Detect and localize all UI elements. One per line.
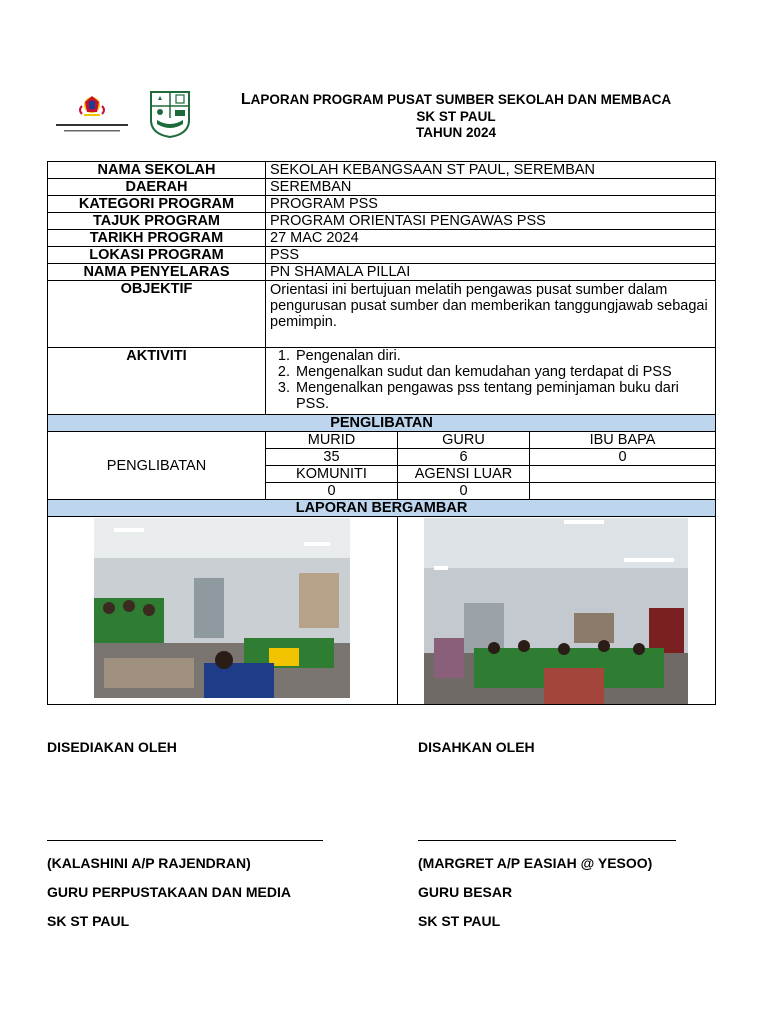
table-row — [48, 162, 716, 179]
row-label: KATEGORI PROGRAM — [48, 196, 266, 213]
table-row — [48, 432, 716, 449]
photo-row — [48, 517, 716, 705]
objektif-label: OBJEKTIF — [48, 281, 266, 348]
table-row — [48, 196, 716, 213]
right-signature-heading: DISAHKAN OLEH — [418, 739, 535, 755]
objektif-text: Orientasi ini bertujuan melatih pengawas pusat sumber dalam pengurusan pusat sumber dan memberikan tanggungjawab sebagai pemimpin. — [266, 281, 716, 348]
header-guru: GURU — [398, 432, 530, 449]
row-label: TARIKH PROGRAM — [48, 230, 266, 247]
header-agensi-luar: AGENSI LUAR — [398, 466, 530, 483]
aktiviti-list-cell — [266, 348, 716, 415]
value-empty — [530, 483, 716, 500]
right-signature-line — [418, 840, 676, 841]
table-row — [48, 213, 716, 230]
table-row — [48, 179, 716, 196]
list-item: 3. Mengenalkan pengawas pss tentang peminjaman buku dari PSS. — [294, 380, 711, 412]
left-signatory-school: SK ST PAUL — [47, 913, 130, 929]
aktiviti-list — [270, 348, 711, 412]
report-year: TAHUN 2024 — [415, 125, 497, 140]
objektif-row — [48, 281, 716, 348]
row-label: LOKASI PROGRAM — [48, 247, 266, 264]
table-row — [48, 230, 716, 247]
value-ibu-bapa: 0 — [530, 449, 716, 466]
left-signatory-name: (KALASHINI A/P RAJENDRAN) — [47, 855, 251, 871]
row-value: PSS — [266, 247, 716, 264]
laporan-title: LAPORAN BERGAMBAR — [48, 500, 716, 517]
penglibatan-label: PENGLIBATAN — [48, 432, 266, 500]
penglibatan-title: PENGLIBATAN — [48, 415, 716, 432]
value-komuniti: 0 — [266, 483, 398, 500]
table-row — [48, 247, 716, 264]
table-row — [48, 264, 716, 281]
row-label: DAERAH — [48, 179, 266, 196]
value-agensi-luar: 0 — [398, 483, 530, 500]
row-value: 27 MAC 2024 — [266, 230, 716, 247]
row-value: SEKOLAH KEBANGSAAN ST PAUL, SEREMBAN — [266, 162, 716, 179]
laporan-band — [48, 500, 716, 517]
list-item: 2. Mengenalkan sudut dan kemudahan yang terdapat di PSS — [294, 364, 711, 380]
row-label: NAMA PENYELARAS — [48, 264, 266, 281]
left-signature-line — [47, 840, 323, 841]
right-signatory-position: GURU BESAR — [418, 884, 513, 900]
value-murid: 35 — [266, 449, 398, 466]
left-signature-heading: DISEDIAKAN OLEH — [47, 739, 177, 755]
row-value: PROGRAM PSS — [266, 196, 716, 213]
aktiviti-row — [48, 348, 716, 415]
activity-photo-1 — [94, 518, 350, 698]
row-value: SEREMBAN — [266, 179, 716, 196]
aktiviti-label: AKTIVITI — [48, 348, 266, 415]
right-signatory-name: (MARGRET A/P EASIAH @ YESOO) — [418, 855, 653, 871]
header-empty — [530, 466, 716, 483]
row-value: PN SHAMALA PILLAI — [266, 264, 716, 281]
report-title: LAPORAN PROGRAM PUSAT SUMBER SEKOLAH DAN MEMBACA — [240, 91, 672, 108]
left-signatory-position: GURU PERPUSTAKAAN DAN MEDIA — [47, 884, 291, 900]
penglibatan-band — [48, 415, 716, 432]
header-komuniti: KOMUNITI — [266, 466, 398, 483]
row-label: NAMA SEKOLAH — [48, 162, 266, 179]
header-murid: MURID — [266, 432, 398, 449]
list-item: 1. Pengenalan diri. — [294, 348, 711, 364]
activity-photo-2 — [424, 518, 688, 704]
report-header — [200, 92, 712, 142]
header-ibu-bapa: IBU BAPA — [530, 432, 716, 449]
school-name: SK ST PAUL — [416, 108, 496, 124]
photo-cell-right — [398, 517, 716, 705]
school-crest-logo — [149, 90, 191, 138]
right-signatory-school: SK ST PAUL — [418, 913, 501, 929]
report-table — [47, 161, 716, 705]
value-guru: 6 — [398, 449, 530, 466]
row-value: PROGRAM ORIENTASI PENGAWAS PSS — [266, 213, 716, 230]
photo-cell-left — [48, 517, 398, 705]
row-label: TAJUK PROGRAM — [48, 213, 266, 230]
ministry-logo — [54, 92, 130, 138]
